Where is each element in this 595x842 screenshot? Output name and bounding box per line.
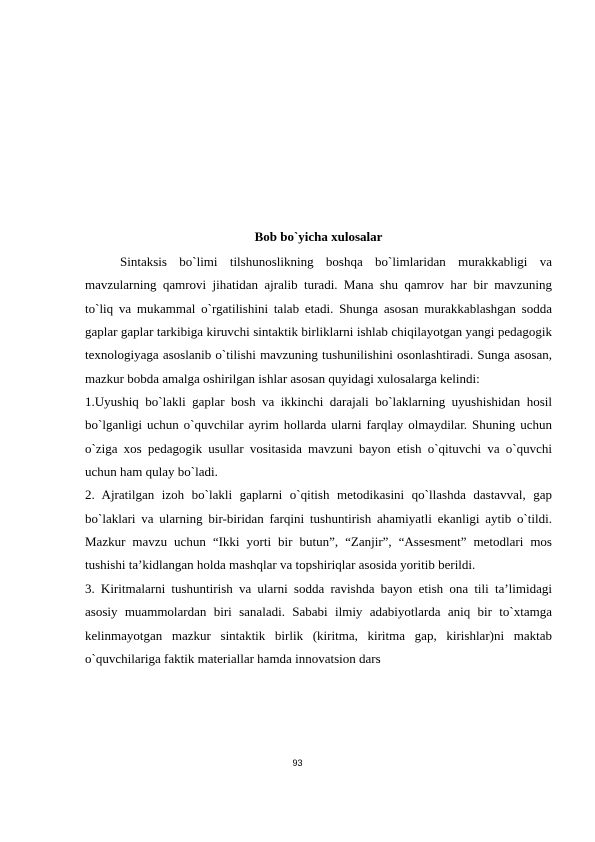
section-heading: Bob bo`yicha xulosalar (254, 229, 383, 244)
page-number: 93 (292, 758, 303, 768)
paragraph-intro: Sintaksis bo`limi tilshunoslikning boshqa bo`limlaridan murakkabligi va mavzularning qamrovi jihatidan ajralib turadi. Mana shu qamrov har bir mavzuning to`liq va mukammal o`rgatilishini talab etadi. Shunga asosan murakkablashgan sodda gaplar gaplar tarkibiga kiruvchi sintaktik birliklarni ishlab chiqilayotgan yangi pedagogik texnologiyaga asoslanib o`tilishi mavzuning tushunilishini osonlashtiradi. Sunga asosan, mazkur bobda amalga oshirilgan ishlar asosan quyidagi xulosalarga kelindi: (85, 254, 552, 386)
paragraph-conclusion-3: 3. Kiritmalarni tushuntirish va ularni sodda ravishda bayon etish ona tili ta’limidagi asosiy muammolardan biri sanaladi. Sababi ilmiy adabiyotlarda aniq bir to`xtamga kelinmayotgan mazkur sintaktik birlik (kiritma, kiritma gap, kirishlar)ni maktab o`quvchilariga faktik materiallar hamda innovatsion dars (85, 580, 552, 666)
page-content (85, 227, 552, 670)
paragraph-conclusion-2: 2. Ajratilgan izoh bo`lakli gaplarni o`qitish metodikasini qo`llashda dastavval, gap bo`laklari va ularning bir-biridan farqini tushuntirish ahamiyatli ekanligi aytib o`tildi. Mazkur mavzu uchun “Ikki yorti bir butun”, “Zanjir”, “Assesment” metodlari mos tushishi ta’kidlangan holda mashqlar va topshiriqlar asosida yoritib berildi. (85, 487, 552, 573)
paragraph-conclusion-1: 1.Uyushiq bo`lakli gaplar bosh va ikkinchi darajali bo`laklarning uyushishidan hosil bo`lganligi uchun o`quvchilar ayrim hollarda ularni farqlay olmaydilar. Shuning uchun o`ziga xos pedagogik usullar vositasida mavzuni bayon etish o`qituvchi va o`quvchi uchun ham qulay bo`ladi. (85, 394, 552, 480)
